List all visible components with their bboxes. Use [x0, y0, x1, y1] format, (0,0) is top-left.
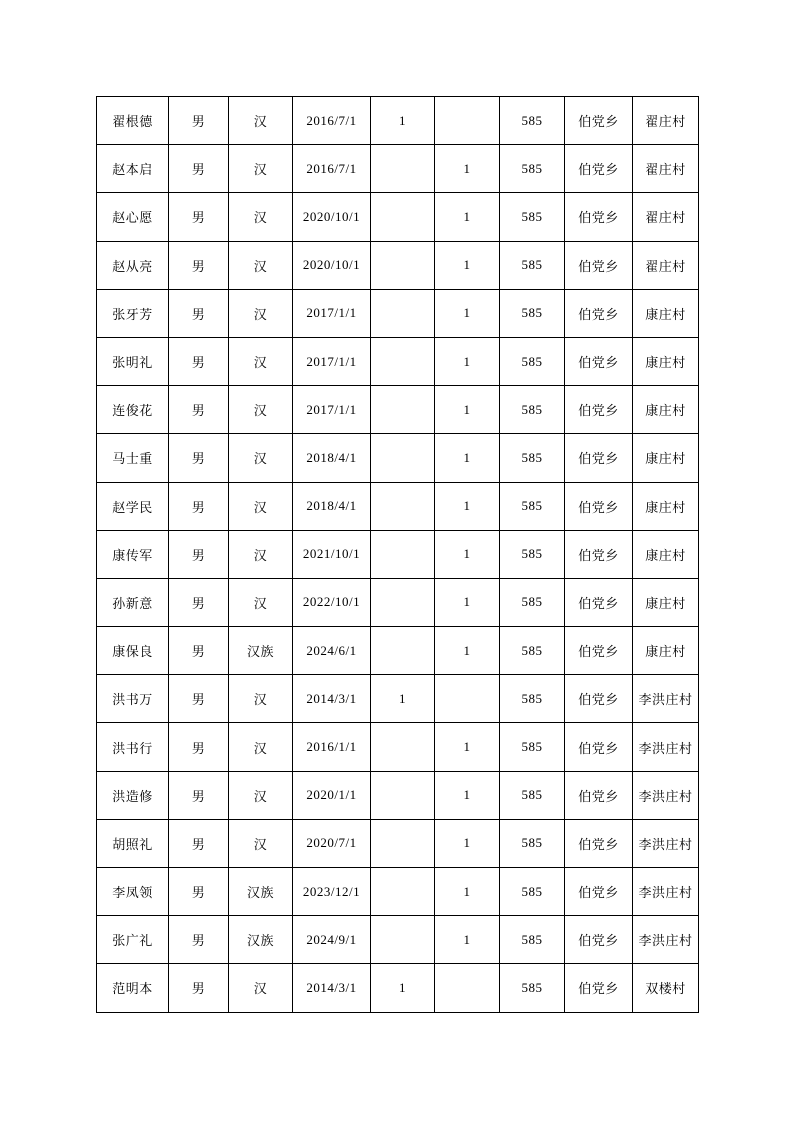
- cell-amount: 585: [500, 964, 565, 1012]
- cell-township: 伯党乡: [565, 530, 633, 578]
- cell-gender: 男: [169, 723, 229, 771]
- cell-name: 赵学民: [97, 482, 169, 530]
- cell-flag-col-6: 1: [435, 241, 500, 289]
- cell-village: 李洪庄村: [633, 675, 699, 723]
- cell-amount: 585: [500, 241, 565, 289]
- cell-flag-col-5: [371, 916, 435, 964]
- table-row: [97, 289, 699, 337]
- cell-township: 伯党乡: [565, 723, 633, 771]
- cell-amount: 585: [500, 193, 565, 241]
- cell-village: 李洪庄村: [633, 868, 699, 916]
- cell-amount: 585: [500, 337, 565, 385]
- cell-amount: 585: [500, 578, 565, 626]
- table-row: [97, 578, 699, 626]
- cell-township: 伯党乡: [565, 482, 633, 530]
- cell-village: 双楼村: [633, 964, 699, 1012]
- cell-village: 康庄村: [633, 386, 699, 434]
- cell-flag-col-5: 1: [371, 97, 435, 145]
- cell-village: 翟庄村: [633, 97, 699, 145]
- cell-flag-col-5: 1: [371, 675, 435, 723]
- cell-date: 2016/7/1: [293, 97, 371, 145]
- cell-flag-col-5: [371, 627, 435, 675]
- cell-gender: 男: [169, 434, 229, 482]
- cell-amount: 585: [500, 868, 565, 916]
- cell-gender: 男: [169, 819, 229, 867]
- cell-village: 李洪庄村: [633, 771, 699, 819]
- cell-name: 马士重: [97, 434, 169, 482]
- cell-name: 孙新意: [97, 578, 169, 626]
- cell-ethnicity: 汉: [229, 578, 293, 626]
- cell-flag-col-5: [371, 145, 435, 193]
- table-row: [97, 819, 699, 867]
- records-table: [96, 96, 699, 1013]
- cell-township: 伯党乡: [565, 386, 633, 434]
- cell-ethnicity: 汉: [229, 337, 293, 385]
- cell-amount: 585: [500, 530, 565, 578]
- table-row: [97, 482, 699, 530]
- cell-township: 伯党乡: [565, 771, 633, 819]
- cell-village: 康庄村: [633, 482, 699, 530]
- cell-date: 2024/9/1: [293, 916, 371, 964]
- cell-village: 康庄村: [633, 530, 699, 578]
- cell-ethnicity: 汉: [229, 964, 293, 1012]
- cell-amount: 585: [500, 97, 565, 145]
- cell-flag-col-6: 1: [435, 482, 500, 530]
- cell-township: 伯党乡: [565, 868, 633, 916]
- cell-ethnicity: 汉: [229, 289, 293, 337]
- table-row: [97, 530, 699, 578]
- cell-flag-col-6: 1: [435, 819, 500, 867]
- cell-ethnicity: 汉: [229, 386, 293, 434]
- table-row: [97, 241, 699, 289]
- cell-flag-col-6: 1: [435, 434, 500, 482]
- cell-amount: 585: [500, 145, 565, 193]
- cell-date: 2014/3/1: [293, 964, 371, 1012]
- cell-gender: 男: [169, 193, 229, 241]
- cell-name: 洪书万: [97, 675, 169, 723]
- cell-date: 2017/1/1: [293, 337, 371, 385]
- cell-village: 翟庄村: [633, 145, 699, 193]
- cell-name: 赵心愿: [97, 193, 169, 241]
- cell-amount: 585: [500, 289, 565, 337]
- cell-date: 2020/10/1: [293, 193, 371, 241]
- cell-township: 伯党乡: [565, 241, 633, 289]
- cell-flag-col-6: 1: [435, 916, 500, 964]
- cell-amount: 585: [500, 482, 565, 530]
- cell-township: 伯党乡: [565, 627, 633, 675]
- table-row: [97, 964, 699, 1012]
- cell-gender: 男: [169, 675, 229, 723]
- table-row: [97, 386, 699, 434]
- cell-gender: 男: [169, 145, 229, 193]
- cell-flag-col-5: [371, 386, 435, 434]
- cell-flag-col-5: [371, 723, 435, 771]
- cell-amount: 585: [500, 434, 565, 482]
- cell-flag-col-5: [371, 868, 435, 916]
- cell-township: 伯党乡: [565, 434, 633, 482]
- cell-gender: 男: [169, 337, 229, 385]
- cell-village: 翟庄村: [633, 193, 699, 241]
- cell-flag-col-6: 1: [435, 723, 500, 771]
- table-row: [97, 337, 699, 385]
- cell-gender: 男: [169, 530, 229, 578]
- table-row: [97, 434, 699, 482]
- cell-date: 2024/6/1: [293, 627, 371, 675]
- cell-name: 张广礼: [97, 916, 169, 964]
- cell-gender: 男: [169, 964, 229, 1012]
- cell-gender: 男: [169, 241, 229, 289]
- cell-flag-col-5: [371, 771, 435, 819]
- cell-village: 翟庄村: [633, 241, 699, 289]
- cell-ethnicity: 汉族: [229, 916, 293, 964]
- cell-amount: 585: [500, 386, 565, 434]
- cell-name: 赵从亮: [97, 241, 169, 289]
- records-table-body: [97, 97, 699, 1013]
- cell-ethnicity: 汉族: [229, 868, 293, 916]
- cell-village: 李洪庄村: [633, 819, 699, 867]
- cell-gender: 男: [169, 627, 229, 675]
- table-row: [97, 723, 699, 771]
- cell-name: 张牙芳: [97, 289, 169, 337]
- cell-gender: 男: [169, 97, 229, 145]
- cell-township: 伯党乡: [565, 819, 633, 867]
- cell-flag-col-6: 1: [435, 627, 500, 675]
- cell-township: 伯党乡: [565, 97, 633, 145]
- cell-amount: 585: [500, 627, 565, 675]
- table-row: [97, 771, 699, 819]
- cell-flag-col-5: 1: [371, 964, 435, 1012]
- cell-date: 2021/10/1: [293, 530, 371, 578]
- cell-village: 李洪庄村: [633, 723, 699, 771]
- cell-flag-col-5: [371, 482, 435, 530]
- cell-village: 康庄村: [633, 289, 699, 337]
- cell-flag-col-6: 1: [435, 386, 500, 434]
- cell-date: 2020/7/1: [293, 819, 371, 867]
- cell-village: 康庄村: [633, 627, 699, 675]
- cell-date: 2018/4/1: [293, 434, 371, 482]
- cell-ethnicity: 汉: [229, 723, 293, 771]
- cell-ethnicity: 汉: [229, 145, 293, 193]
- cell-flag-col-5: [371, 337, 435, 385]
- table-row: [97, 193, 699, 241]
- cell-name: 胡照礼: [97, 819, 169, 867]
- cell-name: 张明礼: [97, 337, 169, 385]
- cell-gender: 男: [169, 482, 229, 530]
- cell-gender: 男: [169, 386, 229, 434]
- cell-date: 2018/4/1: [293, 482, 371, 530]
- cell-gender: 男: [169, 289, 229, 337]
- table-row: [97, 675, 699, 723]
- cell-flag-col-6: 1: [435, 145, 500, 193]
- cell-name: 李凤领: [97, 868, 169, 916]
- cell-flag-col-6: 1: [435, 193, 500, 241]
- cell-name: 翟根德: [97, 97, 169, 145]
- table-row: [97, 868, 699, 916]
- cell-flag-col-5: [371, 241, 435, 289]
- cell-township: 伯党乡: [565, 578, 633, 626]
- cell-village: 康庄村: [633, 578, 699, 626]
- cell-flag-col-5: [371, 289, 435, 337]
- cell-flag-col-6: 1: [435, 337, 500, 385]
- cell-gender: 男: [169, 868, 229, 916]
- cell-flag-col-6: [435, 964, 500, 1012]
- cell-gender: 男: [169, 578, 229, 626]
- cell-flag-col-6: 1: [435, 530, 500, 578]
- cell-date: 2022/10/1: [293, 578, 371, 626]
- cell-name: 洪书行: [97, 723, 169, 771]
- cell-ethnicity: 汉: [229, 819, 293, 867]
- table-row: [97, 145, 699, 193]
- cell-name: 康传军: [97, 530, 169, 578]
- cell-flag-col-5: [371, 819, 435, 867]
- cell-flag-col-6: 1: [435, 578, 500, 626]
- cell-name: 范明本: [97, 964, 169, 1012]
- cell-amount: 585: [500, 723, 565, 771]
- cell-flag-col-5: [371, 193, 435, 241]
- cell-township: 伯党乡: [565, 964, 633, 1012]
- cell-ethnicity: 汉: [229, 482, 293, 530]
- cell-date: 2023/12/1: [293, 868, 371, 916]
- cell-village: 康庄村: [633, 337, 699, 385]
- cell-ethnicity: 汉: [229, 434, 293, 482]
- cell-ethnicity: 汉: [229, 97, 293, 145]
- cell-flag-col-5: [371, 434, 435, 482]
- cell-village: 李洪庄村: [633, 916, 699, 964]
- table-row: [97, 627, 699, 675]
- cell-flag-col-6: 1: [435, 289, 500, 337]
- cell-date: 2020/10/1: [293, 241, 371, 289]
- cell-flag-col-6: [435, 97, 500, 145]
- cell-village: 康庄村: [633, 434, 699, 482]
- cell-amount: 585: [500, 819, 565, 867]
- cell-gender: 男: [169, 771, 229, 819]
- cell-amount: 585: [500, 916, 565, 964]
- cell-township: 伯党乡: [565, 337, 633, 385]
- cell-amount: 585: [500, 771, 565, 819]
- cell-flag-col-5: [371, 530, 435, 578]
- cell-flag-col-6: [435, 675, 500, 723]
- cell-ethnicity: 汉族: [229, 627, 293, 675]
- cell-ethnicity: 汉: [229, 241, 293, 289]
- cell-amount: 585: [500, 675, 565, 723]
- cell-name: 连俊花: [97, 386, 169, 434]
- cell-township: 伯党乡: [565, 289, 633, 337]
- cell-ethnicity: 汉: [229, 771, 293, 819]
- cell-flag-col-5: [371, 578, 435, 626]
- table-row: [97, 916, 699, 964]
- cell-gender: 男: [169, 916, 229, 964]
- cell-date: 2017/1/1: [293, 289, 371, 337]
- cell-name: 洪造修: [97, 771, 169, 819]
- cell-name: 赵本启: [97, 145, 169, 193]
- cell-township: 伯党乡: [565, 193, 633, 241]
- cell-date: 2014/3/1: [293, 675, 371, 723]
- cell-name: 康保良: [97, 627, 169, 675]
- cell-date: 2016/7/1: [293, 145, 371, 193]
- cell-ethnicity: 汉: [229, 530, 293, 578]
- cell-ethnicity: 汉: [229, 675, 293, 723]
- cell-date: 2020/1/1: [293, 771, 371, 819]
- cell-date: 2016/1/1: [293, 723, 371, 771]
- cell-ethnicity: 汉: [229, 193, 293, 241]
- table-row: [97, 97, 699, 145]
- cell-flag-col-6: 1: [435, 868, 500, 916]
- cell-township: 伯党乡: [565, 675, 633, 723]
- cell-township: 伯党乡: [565, 916, 633, 964]
- cell-township: 伯党乡: [565, 145, 633, 193]
- cell-flag-col-6: 1: [435, 771, 500, 819]
- cell-date: 2017/1/1: [293, 386, 371, 434]
